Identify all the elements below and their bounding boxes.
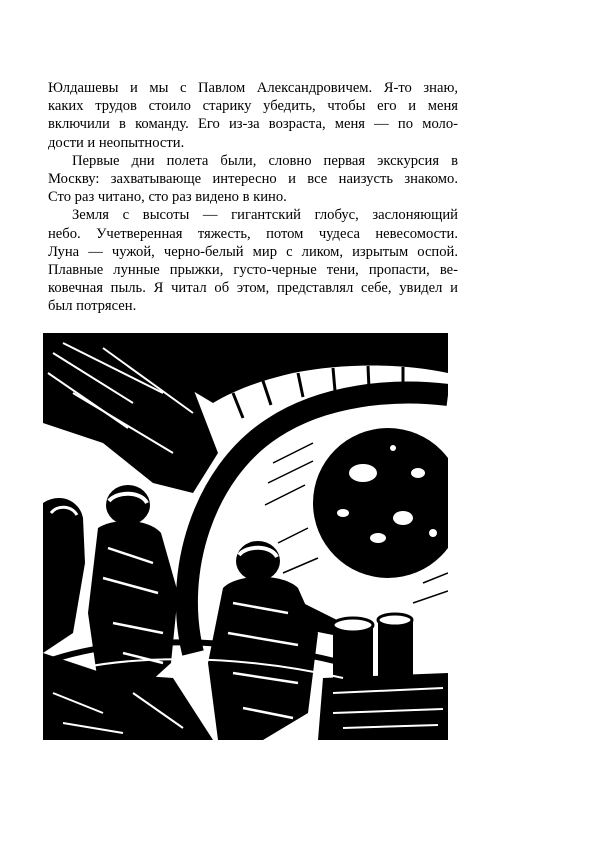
text-line: включили в команду. Его из-за возраста, меня — по моло- [48,116,458,133]
paragraph-2 [48,152,458,207]
text-line: Земля с высоты — гигантский глобус, заслоняющий [72,207,458,224]
text-line: Первые дни полета были, словно первая экскурсия в [72,152,458,169]
illustration-drawing [43,333,448,740]
paragraph-3 [48,206,458,315]
text-line: каких трудов стоило старику убедить, чтобы его и меня [48,98,458,115]
text-line: Плавные лунные прыжки, густо-черные тени, пропасти, ве- [48,262,458,279]
text-line: Юлдашевы и мы с Павлом Александровичем. Я-то знаю, [48,80,458,96]
text-line: Луна — чужой, черно-белый мир с ликом, изрытым оспой. [48,243,458,260]
text-line: был потрясен. [48,298,137,315]
paragraph-1 [48,79,458,152]
text-line: дости и неопытности. [48,134,185,151]
page-text [48,79,458,316]
text-line: небо. Учетверенная тяжесть, потом чудеса невесомости. [48,225,458,242]
text-line: Сто раз читано, сто раз видено в кино. [48,189,287,206]
spacecraft-interior-illustration [43,333,448,740]
text-line: ковечная пыль. Я читал об этом, представлял себе, увидел и [48,280,458,297]
text-line: Москву: захватывающе интересно и все наизусть знакомо. [48,171,458,188]
